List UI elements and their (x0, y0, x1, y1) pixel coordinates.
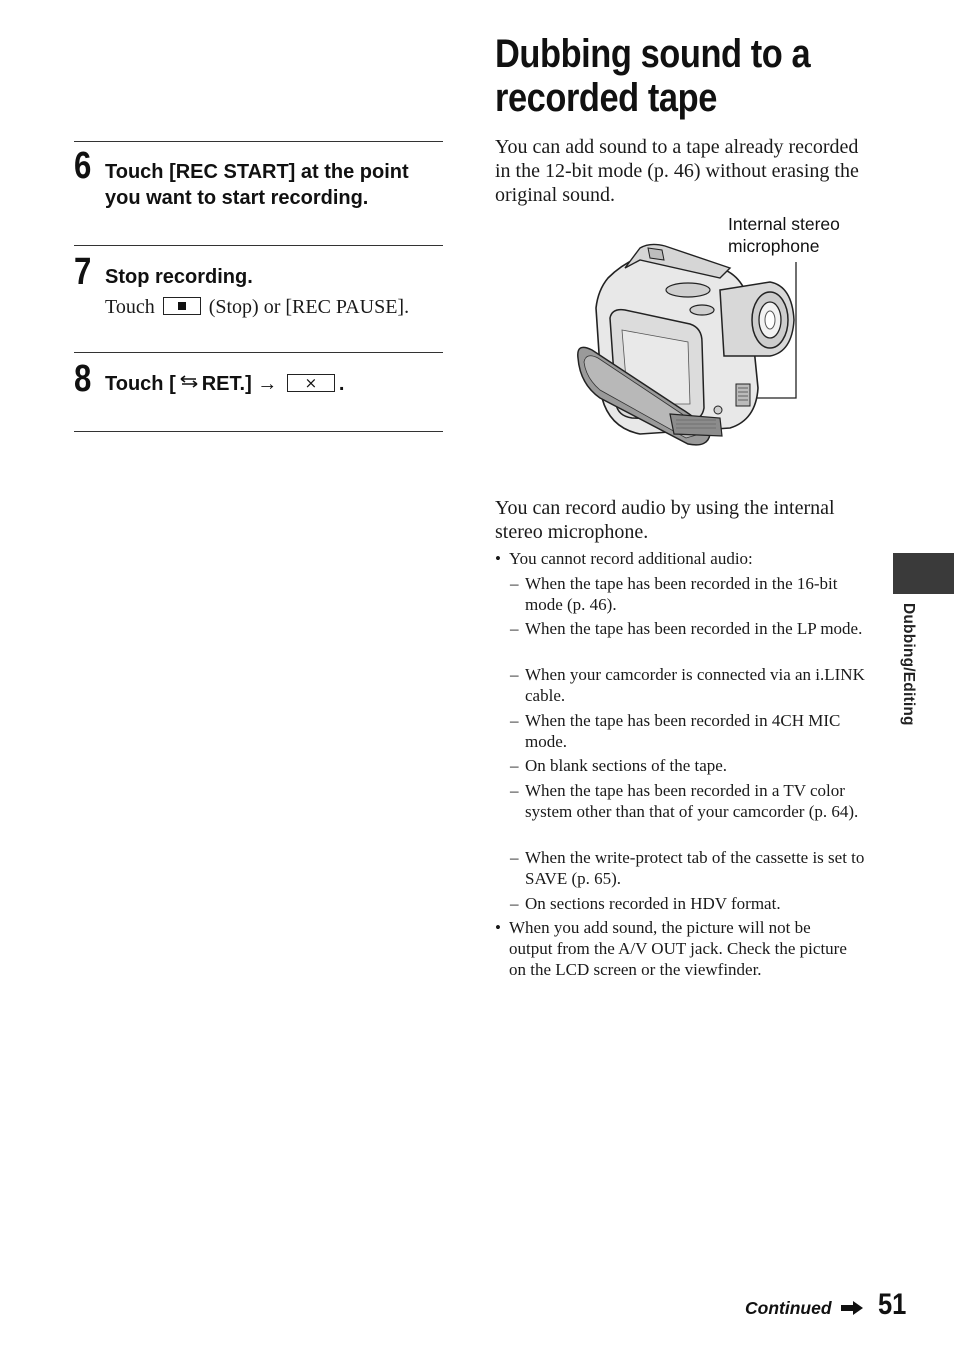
dash-marker: – (510, 848, 519, 867)
bullet-text: When you add sound, the picture will not be output from the A/V OUT jack. Check the picture on the LCD screen or the viewfinder. (509, 918, 847, 979)
camcorder-illustration (570, 238, 810, 455)
condition-item (510, 664, 865, 706)
close-x-icon: × (287, 374, 335, 392)
step-number-8: 8 (74, 358, 91, 400)
intro-paragraph-2: You can record audio by using the internal stereo microphone. (495, 497, 835, 543)
dash-marker: – (510, 711, 519, 730)
bullet-item (495, 548, 865, 569)
step7-body-suffix: (Stop) or [REC PAUSE]. (208, 296, 410, 318)
condition-text: When the tape has been recorded in the 16-bit mode (p. 46). (525, 574, 838, 614)
condition-text: When the tape has been recorded in a TV color system other than that of your camcorder (p. 64). (525, 781, 859, 821)
steps-bottom-rule (74, 431, 443, 432)
condition-text: When the tape has been recorded in 4CH MIC mode. (525, 711, 841, 751)
condition-text: On blank sections of the tape. (525, 756, 728, 775)
page-title: Dubbing sound to a recorded tape (495, 32, 811, 120)
dash-marker: – (510, 619, 519, 638)
condition-text: On sections recorded in HDV format. (525, 894, 781, 913)
dash-marker: – (510, 781, 519, 800)
right-arrow-icon (840, 1300, 864, 1321)
step6-top-rule (74, 141, 443, 142)
step7-heading: Stop recording. (105, 266, 253, 288)
section-tab-marker (893, 553, 954, 594)
condition-item (510, 847, 865, 889)
step6-heading: Touch [REC START] at the point you want to start recording. (105, 161, 409, 209)
step8-head-mid: RET.] (201, 373, 252, 395)
condition-item (510, 780, 865, 822)
condition-text: When the tape has been recorded in the LP mode. (525, 619, 863, 638)
dash-marker: – (510, 665, 519, 684)
right-arrow-glyph: → (257, 373, 278, 395)
step-number-6: 6 (74, 145, 91, 187)
dash-marker: – (510, 894, 519, 913)
condition-item (510, 755, 865, 776)
section-tab-label (897, 603, 917, 743)
bullet-text: You cannot record additional audio: (509, 549, 753, 568)
dash-marker: – (510, 756, 519, 775)
step-number-7: 7 (74, 251, 91, 293)
page-number: 51 (878, 1288, 907, 1321)
step7-body-prefix: Touch (105, 296, 155, 318)
section-tab-text: Dubbing/Editing (900, 603, 917, 726)
step8-period: . (338, 373, 345, 395)
condition-text: When your camcorder is connected via an i.LINK cable. (525, 665, 865, 705)
step7-top-rule (74, 245, 443, 246)
step7-body (105, 295, 409, 319)
dash-marker: – (510, 574, 519, 593)
condition-item (510, 618, 865, 639)
return-arrow-icon (178, 370, 200, 396)
condition-item (510, 710, 865, 752)
condition-item (510, 573, 865, 615)
intro-paragraph: You can add sound to a tape already recorded in the 12-bit mode (p. 46) without erasing the original sound. (495, 136, 859, 206)
bullet-marker: • (495, 549, 501, 568)
figure-callout-label: Internal stereo microphone (728, 214, 840, 256)
step8-heading (105, 371, 445, 398)
stop-square-icon (163, 297, 201, 315)
continued-label: Continued (745, 1298, 832, 1318)
condition-item (510, 893, 865, 914)
step8-top-rule (74, 352, 443, 353)
step8-head-prefix: Touch [ (105, 373, 176, 395)
bullet-marker: • (495, 918, 501, 937)
condition-text: When the write-protect tab of the cassette is set to SAVE (p. 65). (525, 848, 865, 888)
bullet-item (495, 917, 855, 980)
